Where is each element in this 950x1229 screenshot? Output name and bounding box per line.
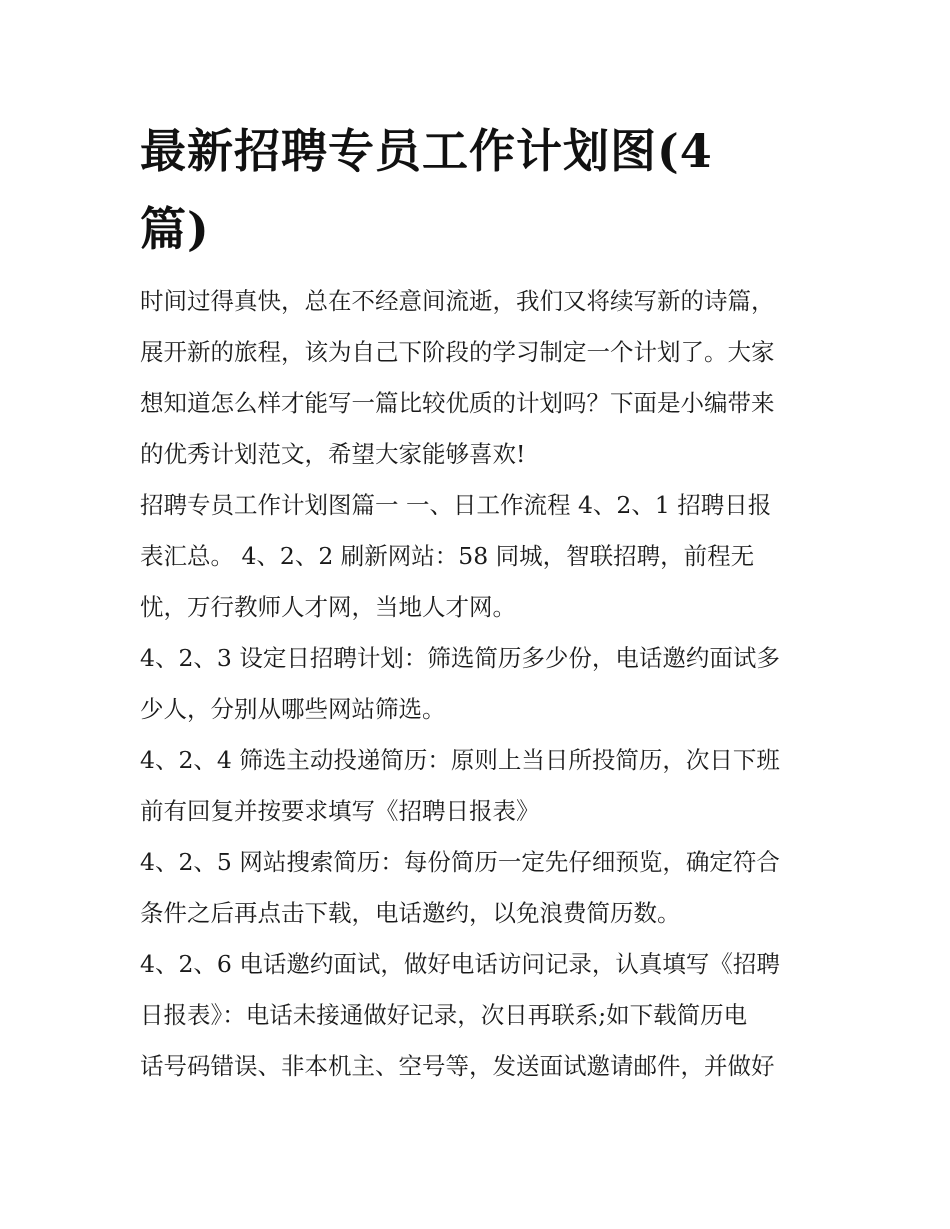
title-line: 篇) [140,202,210,256]
body-text-line: 时间过得真快，总在不经意间流逝，我们又将续写新的诗篇， [140,287,775,315]
title-line: 最新招聘专员工作计划图(4 [140,124,713,178]
body-text-line: 日报表》：电话未接通做好记录，次日再联系;如下载简历电 [140,1001,748,1029]
body-text-line: 条件之后再点击下载，电话邀约，以免浪费简历数。 [140,899,681,927]
body-text-line: 表汇总。 4、2、2 刷新网站：58 同城，智联招聘，前程无 [140,542,755,570]
body-text-line: 前有回复并按要求填写《招聘日报表》 [140,797,540,825]
body-text-line: 4、2、3 设定日招聘计划：筛选简历多少份，电话邀约面试多 [140,644,780,672]
body-text-line: 4、2、4 筛选主动投递简历：原则上当日所投简历，次日下班 [140,746,780,774]
body-text-line: 忧，万行教师人才网，当地人才网。 [140,593,516,621]
body-text-line: 话号码错误、非本机主、空号等，发送面试邀请邮件，并做好 [140,1052,775,1080]
document-title [140,112,820,268]
body-text-line: 展开新的旅程，该为自己下阶段的学习制定一个计划了。大家 [140,338,775,366]
body-text-line: 的优秀计划范文，希望大家能够喜欢! [140,440,526,468]
body-text-line: 招聘专员工作计划图篇一 一、日工作流程 4、2、1 招聘日报 [140,491,772,519]
body-text-line: 4、2、6 电话邀约面试，做好电话访问记录，认真填写《招聘 [140,950,780,978]
document-body [140,276,820,1092]
body-text-line: 少人，分别从哪些网站筛选。 [140,695,446,723]
body-text-line: 4、2、5 网站搜索简历：每份简历一定先仔细预览，确定符合 [140,848,780,876]
body-text-line: 想知道怎么样才能写一篇比较优质的计划吗？下面是小编带来 [140,389,775,417]
